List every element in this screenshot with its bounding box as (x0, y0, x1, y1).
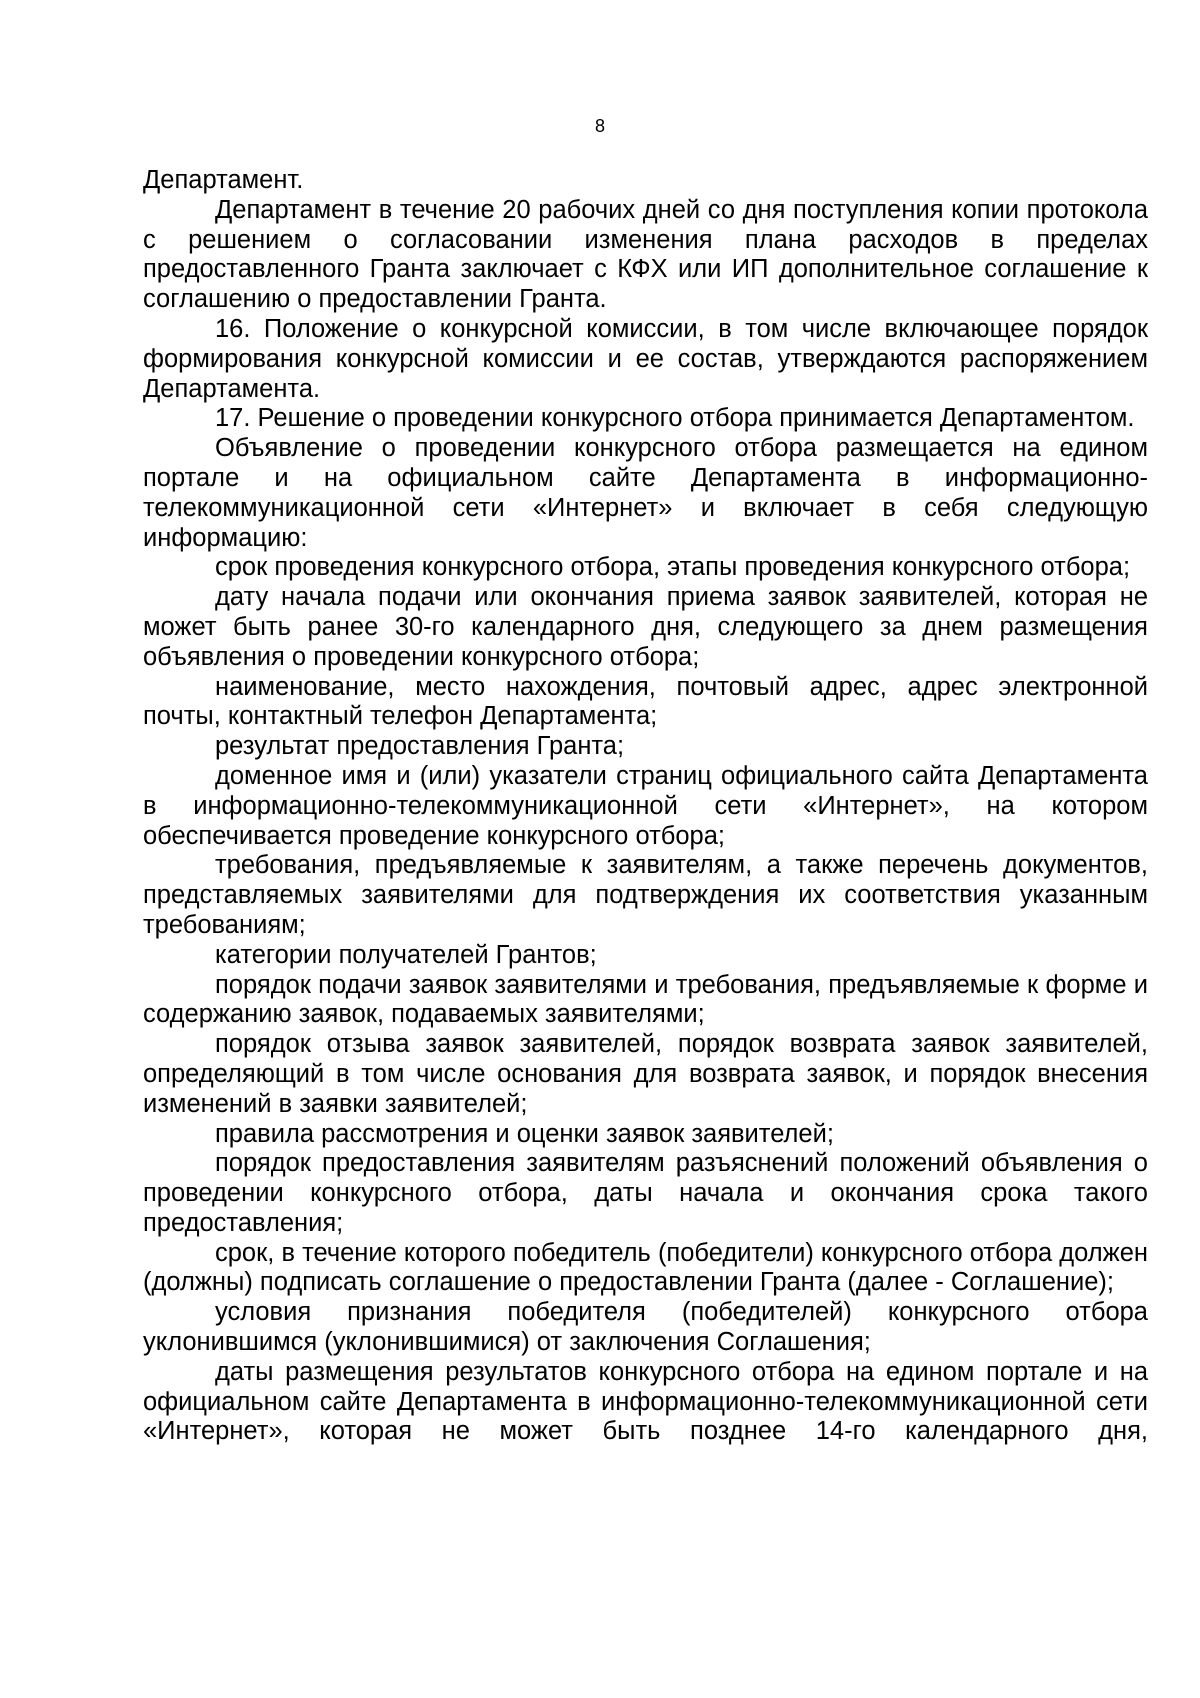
paragraph: Объявление о проведении конкурсного отбора размещается на едином портале и на официальном сайте Департамента в информационно-телекоммуникационной сети «Интернет» и включает в себя следующую информацию: (143, 434, 1148, 552)
list-item: результат предоставления Гранта; (215, 732, 625, 761)
list-item: порядок отзыва заявок заявителей, порядок возврата заявок заявителей, определяющий в том числе основания для возврата заявок, и порядок внесения изменений в заявки заявителей; (143, 1030, 1148, 1118)
list-item: доменное имя и (или) указатели страниц официального сайта Департамента в информационно-телекоммуникационной сети «Интернет», на котором обеспечивается проведение конкурсного отбора; (143, 761, 1148, 850)
list-item: правила рассмотрения и оценки заявок заявителей; (215, 1119, 834, 1148)
list-item: категории получателей Грантов; (215, 940, 597, 969)
paragraph: 16. Положение о конкурсной комиссии, в том числе включающее порядок формирования конкурсной комиссии и ее состав, утверждаются распоряжением Департамента. (143, 314, 1148, 403)
list-item: срок, в течение которого победитель (победители) конкурсного отбора должен (должны) подписать соглашение о предоставлении Гранта (далее - Соглашение); (143, 1238, 1148, 1297)
list-item: наименование, место нахождения, почтовый адрес, адрес электронной почты, контактный телефон Департамента; (143, 672, 1148, 731)
paragraph: Департамент в течение 20 рабочих дней со дня поступления копии протокола с решением о согласовании изменения плана расходов в пределах предоставленного Гранта заключает с КФХ или ИП дополнительное соглашение к соглашению о предоставлении Гранта. (143, 195, 1148, 314)
list-item: дату начала подачи или окончания приема заявок заявителей, которая не может быть ранее 30-го календарного дня, следующего за днем размещения объявления о проведении конкурсного отбора; (143, 583, 1148, 671)
document-body (143, 166, 1148, 1447)
list-item: требования, предъявляемые к заявителям, а также перечень документов, представляемых заявителями для подтверждения их соответствия указанным требованиям; (143, 851, 1148, 939)
list-item: условия признания победителя (победителей) конкурсного отбора уклонившимся (уклонившимися) от заключения Соглашения; (143, 1298, 1148, 1357)
paragraph: 17. Решение о проведении конкурсного отбора принимается Департаментом. (215, 404, 1135, 433)
list-item: порядок предоставления заявителям разъяснений положений объявления о проведении конкурсного отбора, даты начала и окончания срока такого предоставления; (143, 1149, 1148, 1237)
list-item: порядок подачи заявок заявителями и требования, предъявляемые к форме и содержанию заявок, подаваемых заявителями; (143, 970, 1148, 1029)
list-item: даты размещения результатов конкурсного отбора на едином портале и на официальном сайте Департамента в информационно-телекоммуникационной сети «Интернет», которая не может быть позднее 14-го календарного дня, (143, 1357, 1148, 1446)
paragraph: Департамент. (143, 166, 304, 194)
page-number: 8 (594, 116, 605, 136)
list-item: срок проведения конкурсного отбора, этапы проведения конкурсного отбора; (215, 553, 1131, 582)
